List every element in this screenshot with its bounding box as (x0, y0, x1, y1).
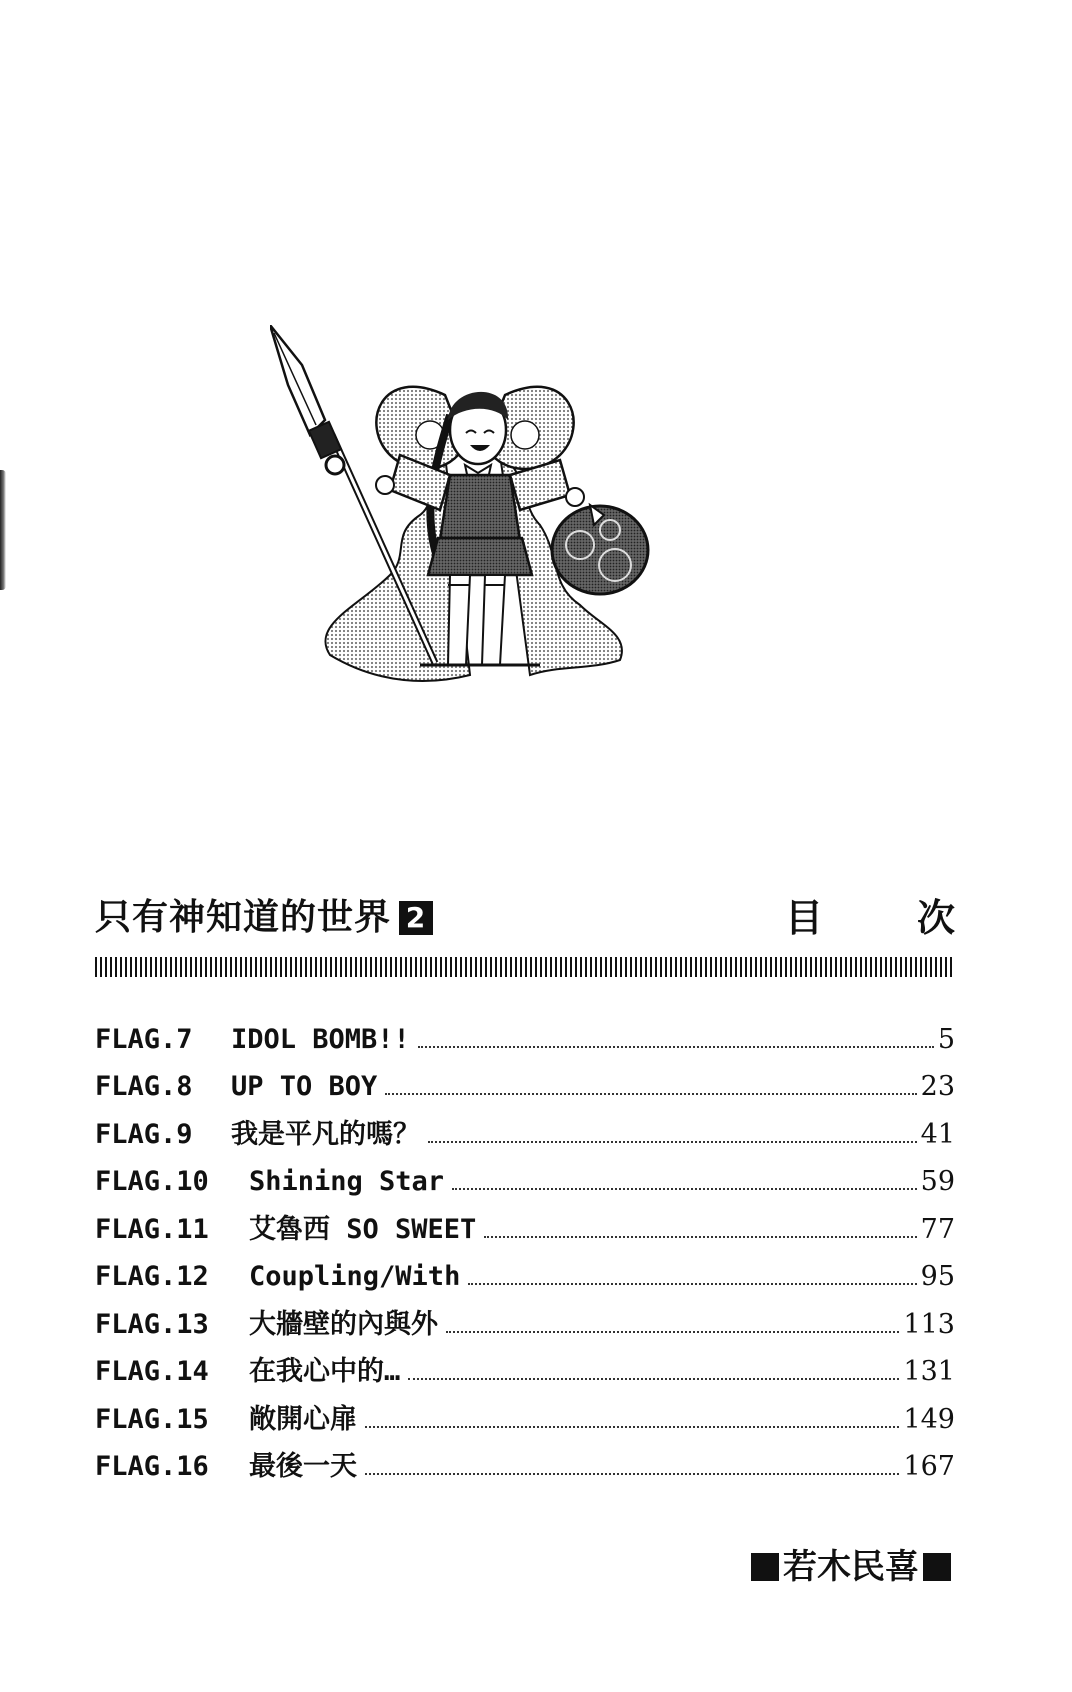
dot-leader (385, 1092, 916, 1095)
toc-entry-chapter: 在我心中的… (249, 1356, 401, 1387)
dot-leader (418, 1045, 934, 1048)
dot-leader (428, 1140, 917, 1143)
toc-entry-chapter: 大牆壁的內與外 (249, 1308, 438, 1340)
toc-entry-chapter: UP TO BOY (231, 1071, 378, 1102)
toc-entry-page: 149 (903, 1403, 955, 1435)
skirt (428, 538, 532, 575)
jacket (440, 475, 520, 540)
toc-entry[interactable] (95, 1295, 955, 1343)
toc-entry[interactable] (95, 1153, 955, 1201)
scan-edge-shadow (0, 470, 6, 590)
toc-entry-flag: FLAG.16 (95, 1451, 209, 1482)
toc-entry-flag: FLAG.11 (95, 1213, 209, 1245)
toc-entry-page: 5 (937, 1023, 955, 1055)
dot-leader (365, 1472, 899, 1475)
toc-entry-flag: FLAG.15 (95, 1403, 209, 1435)
dot-leader (468, 1282, 916, 1285)
toc-entry-chapter: 敞開心扉 (249, 1403, 357, 1435)
square-bullet-icon (751, 1553, 779, 1581)
dot-leader (408, 1377, 899, 1380)
toc-entry-flag: FLAG.13 (95, 1308, 209, 1340)
toc-entry-flag: FLAG.10 (95, 1166, 209, 1197)
author-credit (747, 1545, 955, 1589)
toc-entry[interactable] (95, 1105, 955, 1153)
toc-entry-chapter: 最後一天 (249, 1451, 357, 1482)
toc-entry[interactable] (95, 1438, 955, 1486)
toc-entry[interactable] (95, 1343, 955, 1391)
toc-entry-chapter: Shining Star (249, 1166, 445, 1197)
toc-entry-chapter: 艾魯西 SO SWEET (249, 1213, 477, 1245)
toc-list (95, 1010, 955, 1485)
toc-entry-page: 77 (920, 1213, 955, 1245)
dot-leader (365, 1425, 899, 1428)
toc-entry[interactable] (95, 1200, 955, 1248)
toc-entry[interactable] (95, 1010, 955, 1058)
leg-left (448, 575, 470, 665)
leg-right (482, 575, 505, 665)
toc-entry-flag: FLAG.7 (95, 1023, 193, 1055)
dot-leader (484, 1235, 916, 1238)
toc-entry-flag: FLAG.14 (95, 1356, 209, 1387)
book-title (95, 895, 433, 941)
toc-entry-page: 131 (903, 1356, 955, 1387)
toc-entry[interactable] (95, 1390, 955, 1438)
author-name: 若木民喜 (783, 1547, 919, 1587)
toc-header (95, 895, 983, 945)
header-rule (95, 957, 955, 977)
toc-entry-page: 95 (920, 1261, 955, 1292)
toc-heading: 目 次 (784, 896, 983, 940)
dot-leader (446, 1330, 899, 1333)
square-bullet-icon (923, 1553, 951, 1581)
toc-entry-flag: FLAG.9 (95, 1118, 193, 1150)
toc-entry-page: 23 (920, 1071, 955, 1102)
toc-entry[interactable] (95, 1248, 955, 1296)
character-illustration (270, 325, 710, 725)
book-title-text: 只有神知道的世界 (95, 897, 392, 938)
toc-entry-flag: FLAG.12 (95, 1261, 209, 1292)
toc-entry[interactable] (95, 1058, 955, 1106)
toc-entry-page: 113 (903, 1308, 955, 1340)
volume-badge: 2 (399, 901, 433, 935)
toc-entry-page: 41 (920, 1118, 955, 1150)
toc-entry-page: 167 (903, 1451, 955, 1482)
toc-entry-chapter: 我是平凡的嗎？ (231, 1118, 420, 1150)
toc-entry-page: 59 (920, 1166, 955, 1197)
toc-entry-flag: FLAG.8 (95, 1071, 193, 1102)
toc-entry-chapter: IDOL BOMB!! (231, 1023, 410, 1055)
dot-leader (452, 1187, 917, 1190)
toc-entry-chapter: Coupling/With (249, 1261, 461, 1292)
